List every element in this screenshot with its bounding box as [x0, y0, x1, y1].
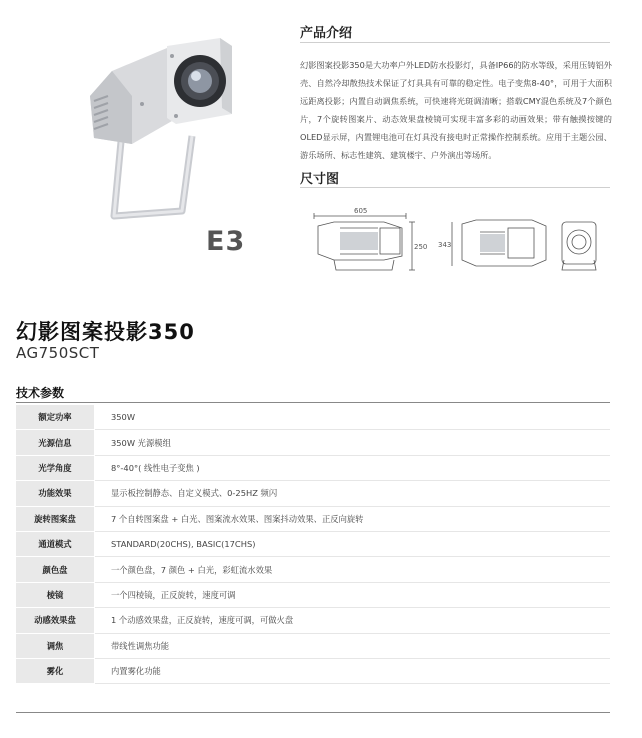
spec-value: 内置雾化功能	[95, 658, 611, 683]
dim-width-label: 605	[354, 207, 368, 215]
spec-label: 动感效果盘	[16, 608, 95, 633]
spec-row	[16, 405, 610, 430]
intro-title: 产品介绍	[300, 26, 353, 41]
spec-row	[16, 608, 610, 633]
spec-label: 旋转图案盘	[16, 506, 95, 531]
spec-value: 显示板控制静态、自定义模式、0-25HZ 频闪	[95, 481, 611, 506]
spec-label: 调焦	[16, 633, 95, 658]
spec-value: 一个四棱镜，正反旋转，速度可调	[95, 582, 611, 607]
spec-value: 一个颜色盘，7 颜色 + 白光，彩虹流水效果	[95, 557, 611, 582]
spec-row	[16, 633, 610, 658]
spec-value: 7 个自转图案盘 + 白光、图案流水效果、图案抖动效果、正反向旋转	[95, 506, 611, 531]
dimensions-divider	[300, 187, 610, 188]
model-code: E3	[206, 226, 246, 257]
spec-label: 光源信息	[16, 430, 95, 455]
spec-row	[16, 582, 610, 607]
product-name: 幻影图案投影350	[16, 320, 195, 344]
spec-label: 雾化	[16, 658, 95, 683]
spec-value: 350W 光源模组	[95, 430, 611, 455]
intro-text: 幻影图案投影350是大功率户外LED防水投影灯，具备IP66的防水等级，采用压铸铝外壳、自然冷却散热技术保证了灯具具有可靠的稳定性。电子变焦8-40°，可用于大面积远距离投影；内置自动调焦系统，可快速将光斑调清晰；搭载CMY混色系统及7个颜色片，7个旋转图案片、动态效果盘棱镜可实现丰富多彩的动画效果；带有触摸按键的OLED显示屏，内置锂电池可在灯具没有接电时正常操作控制系统。应用于主题公园、游乐场所、标志性建筑、建筑楼宇、户外演出等场所。	[300, 60, 612, 160]
spec-label: 额定功率	[16, 405, 95, 430]
spec-value: 1 个动感效果盘，正反旋转，速度可调，可做火盘	[95, 608, 611, 633]
dimensions-title: 尺寸图	[300, 172, 340, 187]
spec-row	[16, 658, 610, 683]
spec-row	[16, 557, 610, 582]
spec-label: 颜色盘	[16, 557, 95, 582]
specs-table	[16, 405, 610, 684]
spec-label: 通道模式	[16, 531, 95, 556]
dimension-drawing	[300, 198, 612, 278]
spec-value: 8°-40°( 线性电子变焦 )	[95, 455, 611, 480]
spec-label: 功能效果	[16, 481, 95, 506]
spec-label: 棱镜	[16, 582, 95, 607]
spec-value: STANDARD(20CHS), BASIC(17CHS)	[95, 531, 611, 556]
spec-label: 光学角度	[16, 455, 95, 480]
dim-height-label: 250	[414, 243, 428, 251]
product-model: AG750SCT	[16, 344, 100, 362]
spec-row	[16, 430, 610, 455]
spec-row	[16, 455, 610, 480]
dim-depth-label: 343	[438, 241, 452, 249]
specs-title: 技术参数	[16, 386, 65, 400]
spec-value: 350W	[95, 405, 611, 430]
spec-row	[16, 481, 610, 506]
spec-row	[16, 506, 610, 531]
product-image	[72, 26, 242, 226]
spec-row	[16, 531, 610, 556]
specs-divider-bottom	[16, 712, 610, 713]
intro-divider	[300, 42, 610, 43]
specs-divider-top	[16, 402, 610, 403]
spec-value: 带线性调焦功能	[95, 633, 611, 658]
